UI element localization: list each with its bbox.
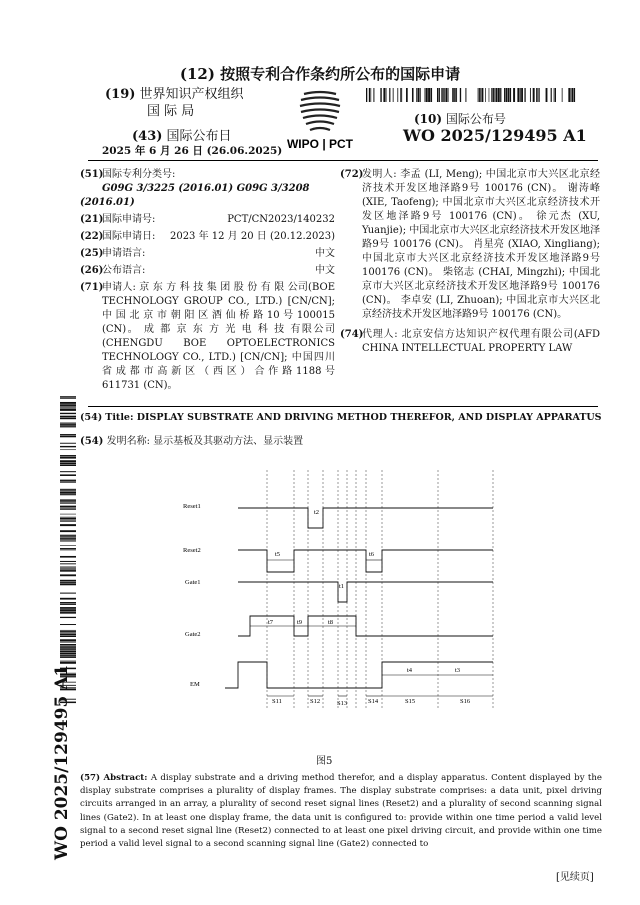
label-reset2: Reset2 [183, 547, 201, 554]
publication-number: WO 2025/129495 A1 [403, 126, 587, 145]
filing-date: 2023 年 12 月 20 日 (20.12.2023) [169, 231, 335, 242]
abstract-label: Abstract: [103, 773, 148, 783]
filing-language: 中文 [315, 248, 335, 259]
period-t4: t4 [407, 667, 413, 674]
field-26: (26)公布语言: 中文 [80, 265, 335, 276]
pubdate-code: (43) [132, 129, 163, 144]
period-t3: t3 [455, 667, 461, 674]
field-51: (51)国际专利分类号: G09G 3/3225 (2016.01) G09G 3/3208 (2016.01) [80, 169, 310, 208]
field-72: (72) 发明人: 李孟 (LI, Meng); 中国北京市大兴区北京经济技术开发区地泽路9号 100176 (CN)。 谢涛峰 (XIE, Taofeng); 中国北京市大兴区北京经济技术开发区地泽路9号 100176 (CN)。 徐元杰 (XU, Yuanjie); 中国北京市大兴区北京经济技术开发区地泽路9号 100176 (CN)。 肖星亮 (XIAO, Xingliang); 中国北京市大兴区北京经济技术开发区地泽路9号 100176 (CN)。 柴铭志 (CHAI, Mingzhi); 中国北京市大兴区北京经济技术开发区地泽路9号 100176 (CN)。 李卓安 (LI, Zhuoan); 中国北京市大兴区北京经济技术开发区地泽路9号 100176 (CN)。 [340, 169, 600, 320]
timing-diagram [150, 455, 610, 740]
stage-s13: S13 [337, 700, 348, 707]
agent: 代理人: 北京安信方达知识产权代理有限公司(AFD CHINA INTELLECTUAL PROPERTY LAW [362, 329, 600, 354]
left-column [80, 168, 335, 396]
pubdate-label: 国际公布日 [166, 129, 232, 144]
inventors: 发明人: 李孟 (LI, Meng); 中国北京市大兴区北京经济技术开发区地泽路9号 100176 (CN)。 谢涛峰 (XIE, Taofeng); 中国北京市大兴区北京经济技术开发区地泽路9号 100176 (CN)。 徐元杰 (XU, Yuanjie); 中国北京市大兴区北京经济技术开发区地泽路9号 100176 (CN)。 肖星亮 (XIAO, Xingliang); 中国北京市大兴区北京经济技术开发区地泽路9号 100176 (CN)。 柴铭志 (CHAI, Mingzhi); 中国北京市大兴区北京经济技术开发区地泽路9号 100176 (CN)。 李卓安 (LI, Zhuoan); 中国北京市大兴区北京经济技术开发区地泽路9号 100176 (CN)。 [362, 169, 600, 320]
document-title: (12) 按照专利合作条约所公布的国际申请 [179, 65, 461, 83]
header-rule [88, 160, 598, 161]
right-column [340, 168, 600, 359]
period-t2: t2 [314, 509, 320, 516]
field-25: (25)申请语言: 中文 [80, 248, 335, 259]
title-cn-text: 发明名称: 显示基板及其驱动方法、显示装置 [106, 436, 304, 447]
title-rule [88, 406, 598, 407]
publication-language: 中文 [315, 265, 335, 276]
org-sub: 国 际 局 [147, 104, 195, 119]
title-en: (54) Title: DISPLAY SUBSTRATE AND DRIVING METHOD THEREFOR, AND DISPLAY APPARATUS [80, 412, 602, 423]
abstract-code: (57) [80, 773, 101, 783]
period-t9: t9 [297, 619, 303, 626]
field-22: (22)国际申请日: 2023 年 12 月 20 日 (20.12.2023) [80, 231, 335, 242]
wave-reset1 [238, 508, 493, 528]
stage-s11: S11 [272, 698, 282, 705]
label-gate2: Gate2 [185, 631, 201, 638]
barcode-top [366, 88, 576, 102]
barcode-side [60, 395, 76, 705]
side-publication-number: WO 2025/129495 A1 [52, 664, 72, 860]
period-t1: t1 [339, 583, 345, 590]
label-reset1: Reset1 [183, 503, 201, 510]
stage-s12: S12 [310, 698, 321, 705]
stage-s16: S16 [460, 698, 471, 705]
org-name: 世界知识产权组织 [139, 87, 244, 102]
continued-note: [见续页] [556, 872, 594, 883]
abstract [80, 772, 602, 851]
applicants: 申请人: 京 东 方 科 技 集 团 股 份 有 限 公司(BOE TECHNOLOGY GROUP CO., LTD.) [CN/CN]; 中 国 北 京 市 朝 阳 区 酒 仙 桥 路 10 号 100015 (CN)。 成 都 京 东 方 光 电 科 技 有限公司(CHENGDU BOE OPTOELECTRONICS TECHNOLOGY CO., LTD.) [CN/CN]; 中国四川省 成 都 市 高 新 区 （ 西 区 ） 合 作 路 1188 号 611731 (CN)。 [102, 282, 335, 391]
wipo-text: WIPO | PCT [286, 137, 354, 151]
wave-gate1 [238, 582, 493, 602]
field-21: (21)国际申请号: PCT/CN2023/140232 [80, 214, 335, 225]
office-block [105, 86, 244, 120]
stage-s14: S14 [368, 698, 379, 705]
period-t7: t7 [268, 619, 274, 626]
pubdate-label-block [132, 125, 232, 144]
pubdate-value: 2025 年 6 月 26 日 (26.06.2025) [102, 145, 283, 157]
title-en-text: Title: DISPLAY SUBSTRATE AND DRIVING METHOD THEREFOR, AND DISPLAY APPARATUS [105, 412, 602, 423]
wipo-logo [270, 88, 370, 152]
pubno-label: 国际公布号 [445, 112, 506, 126]
label-em: EM [190, 681, 200, 688]
org-code: (19) [105, 87, 136, 102]
pubno-label-block [414, 110, 506, 127]
field-74: (74) 代理人: 北京安信方达知识产权代理有限公司(AFD CHINA INTELLECTUAL PROPERTY LAW [340, 329, 600, 354]
application-number: PCT/CN2023/140232 [227, 214, 335, 225]
ipc-value: G09G 3/3225 (2016.01) G09G 3/3208 (2016.01) [80, 183, 310, 208]
period-t5: t5 [275, 551, 281, 558]
label-gate1: Gate1 [185, 579, 201, 586]
pubno-code: (10) [414, 112, 443, 126]
abstract-text: A display substrate and a driving method therefor, and a display apparatus. Content displayed by the display substrate comprises a plurality of display frames. The display substrate comprises: a data unit, pixel driving circuits arranged in an array, a plurality of second reset signal lines (Reset2) and a plurality of second scanning signal lines (Gate2). In at least one display frame, the data unit is configured to: provide within one time period a valid level signal to a second reset signal line (Reset2) connected to at least one pixel driving circuit, and provide within one time period a valid level signal to a second scanning signal line (Gate2) connected to [80, 773, 603, 850]
grid-lines [267, 470, 493, 710]
stage-s15: S15 [405, 698, 416, 705]
figure-label: 图5 [316, 756, 333, 767]
title-cn: (54) 发明名称: 显示基板及其驱动方法、显示装置 [80, 436, 304, 447]
period-t6: t6 [369, 551, 375, 558]
period-t8: t8 [328, 619, 334, 626]
field-71: (71) 申请人: 京 东 方 科 技 集 团 股 份 有 限 公司(BOE TECHNOLOGY GROUP CO., LTD.) [CN/CN]; 中 国 北 京 市 朝 阳 区 酒 仙 桥 路 10 号 100015 (CN)。 成 都 京 东 方 光 电 科 技 有限公司(CHENGDU BOE OPTOELECTRONICS TECHNOLOGY CO., LTD.) [CN/CN]; 中国四川省 成 都 市 高 新 区 （ 西 区 ） 合 作 路 1188 号 611731 (CN)。 [80, 282, 335, 391]
